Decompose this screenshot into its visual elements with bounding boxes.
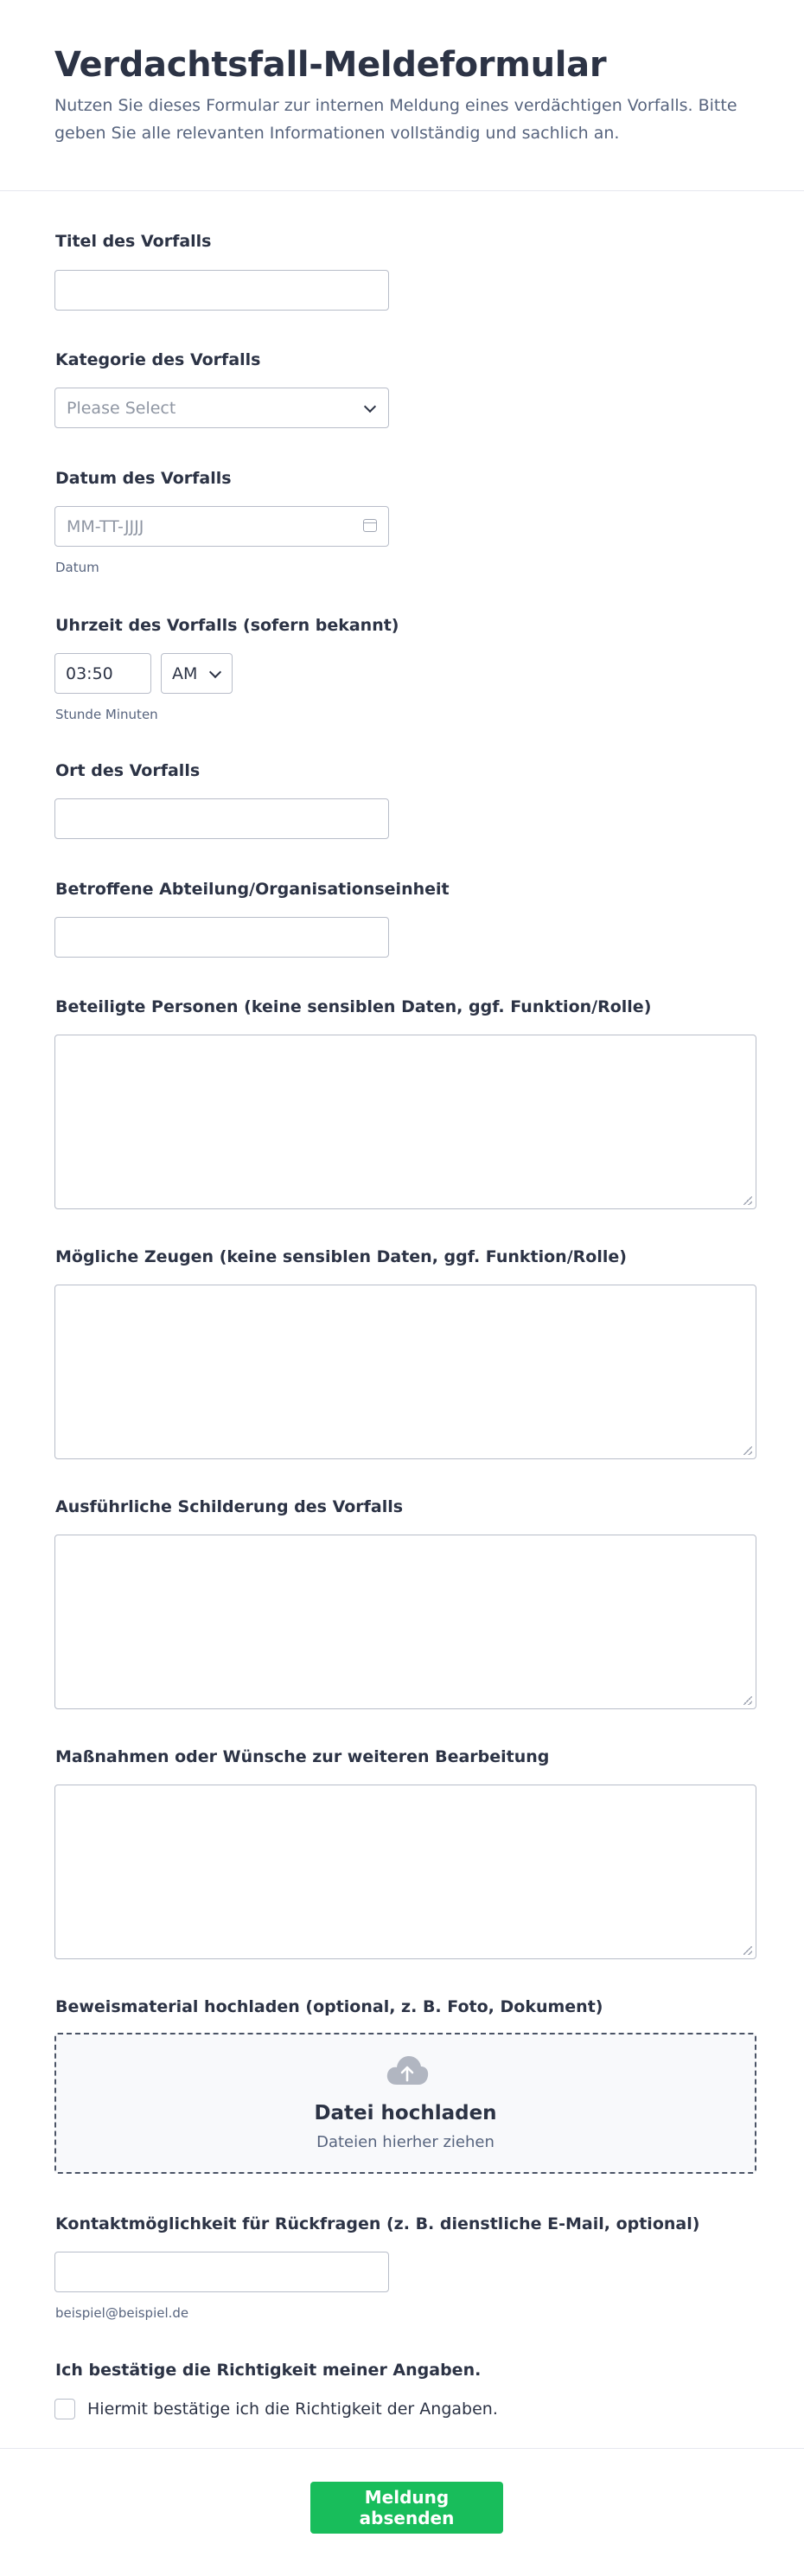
witnesses-label: Mögliche Zeugen (keine sensiblen Daten, ggf. Funktion/Rolle)	[55, 1247, 627, 1266]
category-label: Kategorie des Vorfalls	[55, 350, 261, 369]
time-label: Uhrzeit des Vorfalls (sofern bekannt)	[55, 616, 399, 635]
file-upload-dropzone[interactable]	[54, 2033, 756, 2174]
title-label: Titel des Vorfalls	[55, 232, 212, 251]
upload-label: Beweismaterial hochladen (optional, z. B. Foto, Dokument)	[55, 1997, 603, 2016]
confirm-checkbox-label[interactable]: Hiermit bestätige ich die Richtigkeit der Angaben.	[87, 2400, 498, 2419]
time-input[interactable]	[54, 653, 151, 694]
resize-handle[interactable]	[743, 1696, 752, 1705]
contact-label: Kontaktmöglichkeit für Rückfragen (z. B. dienstliche E-Mail, optional)	[55, 2214, 700, 2233]
ampm-value: AM	[172, 664, 198, 683]
confirm-checkbox[interactable]	[54, 2399, 75, 2419]
submit-button[interactable]: Meldung absenden	[310, 2482, 503, 2534]
location-label: Ort des Vorfalls	[55, 761, 201, 780]
title-input[interactable]	[54, 270, 389, 311]
description-label: Ausführliche Schilderung des Vorfalls	[55, 1497, 404, 1516]
resize-handle[interactable]	[743, 1196, 752, 1205]
measures-label: Maßnahmen oder Wünsche zur weiteren Bearbeitung	[55, 1747, 550, 1766]
form-title: Verdachtsfall-Meldeformular	[54, 45, 607, 85]
witnesses-textarea[interactable]	[54, 1285, 756, 1459]
resize-handle[interactable]	[743, 1946, 752, 1955]
department-label: Betroffene Abteilung/Organisationseinheit	[55, 880, 450, 899]
date-sublabel: Datum	[55, 560, 99, 575]
persons-textarea[interactable]	[54, 1035, 756, 1209]
calendar-icon[interactable]	[363, 519, 377, 532]
time-value: 03:50	[66, 664, 113, 683]
cloud-upload-icon	[385, 2054, 430, 2088]
date-label: Datum des Vorfalls	[55, 469, 232, 488]
contact-sublabel: beispiel@beispiel.de	[55, 2305, 189, 2321]
time-sublabel: Stunde Minuten	[55, 707, 158, 722]
form-header	[0, 0, 804, 191]
category-select-value: Please Select	[67, 399, 176, 418]
location-input[interactable]	[54, 798, 389, 839]
upload-subtitle: Dateien hierher ziehen	[316, 2133, 495, 2151]
date-placeholder: MM-TT-JJJJ	[67, 517, 144, 536]
footer-divider	[0, 2448, 804, 2449]
description-textarea[interactable]	[54, 1535, 756, 1709]
confirm-label: Ich bestätige die Richtigkeit meiner Angaben.	[55, 2361, 482, 2380]
chevron-down-icon	[364, 400, 376, 413]
ampm-select[interactable]	[161, 653, 233, 694]
upload-title: Datei hochladen	[314, 2102, 497, 2124]
form-subtitle: Nutzen Sie dieses Formular zur internen Meldung eines verdächtigen Vorfalls. Bitte geben Sie alle relevanten Informationen vollständig und sachlich an.	[54, 96, 737, 143]
contact-email-input[interactable]	[54, 2252, 389, 2292]
category-select[interactable]	[54, 388, 389, 428]
persons-label: Beteiligte Personen (keine sensiblen Daten, ggf. Funktion/Rolle)	[55, 997, 652, 1016]
measures-textarea[interactable]	[54, 1785, 756, 1959]
date-input[interactable]	[54, 506, 389, 547]
chevron-down-icon	[209, 666, 221, 678]
resize-handle[interactable]	[743, 1446, 752, 1455]
department-input[interactable]	[54, 917, 389, 958]
